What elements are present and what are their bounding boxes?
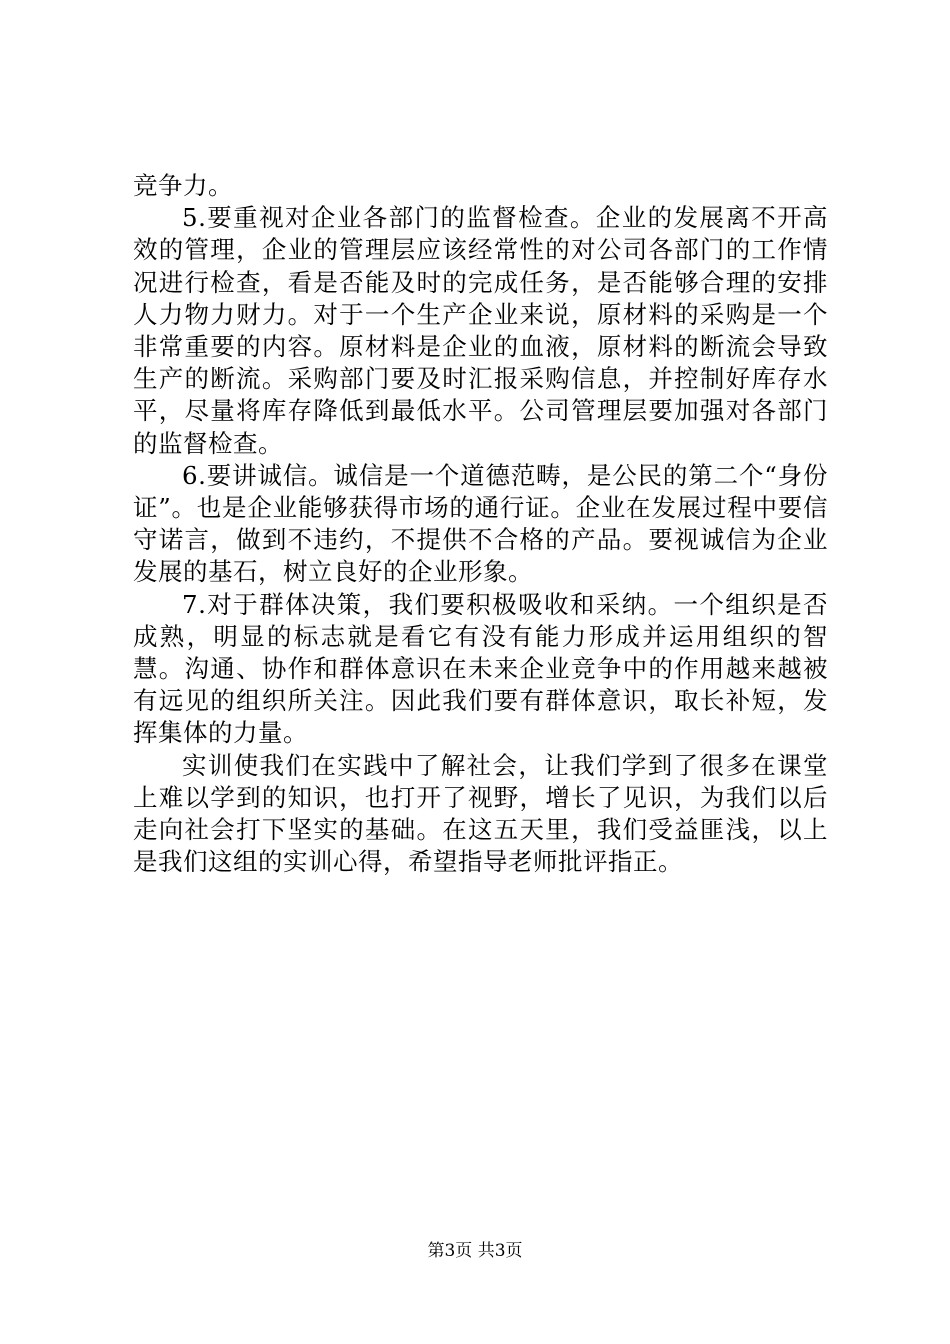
page-number: 第3页 共3页 [427,1241,523,1261]
page-footer [0,1240,950,1262]
paragraph-conclusion: 实训使我们在实践中了解社会，让我们学到了很多在课堂上难以学到的知识，也打开了视野，增长了见识，为我们以后走向社会打下坚实的基础。在这五天里，我们受益匪浅，以上是我们这组的实训心得，希望指导老师批评指正。 [133,750,828,877]
paragraph-item-6: 6.要讲诚信。诚信是一个道德范畴，是公民的第二个“身份证”。也是企业能够获得市场的通行证。企业在发展过程中要信守诺言，做到不违约，不提供不合格的产品。要视诚信为企业发展的基石，树立良好的企业形象。 [133,460,828,587]
document-body [133,170,828,878]
paragraph-item-7: 7.对于群体决策，我们要积极吸收和采纳。一个组织是否成熟，明显的标志就是看它有没有能力形成并运用组织的智慧。沟通、协作和群体意识在未来企业竞争中的作用越来越被有远见的组织所关注。因此我们要有群体意识，取长补短，发挥集体的力量。 [133,589,828,748]
paragraph-item-5: 5.要重视对企业各部门的监督检查。企业的发展离不开高效的管理，企业的管理层应该经常性的对公司各部门的工作情况进行检查，看是否能及时的完成任务，是否能够合理的安排人力物力财力。对于一个生产企业来说，原材料的采购是一个非常重要的内容。原材料是企业的血液，原材料的断流会导致生产的断流。采购部门要及时汇报采购信息，并控制好库存水平，尽量将库存降低到最低水平。公司管理层要加强对各部门的监督检查。 [133,203,828,458]
paragraph-continuation: 竞争力。 [133,171,233,200]
